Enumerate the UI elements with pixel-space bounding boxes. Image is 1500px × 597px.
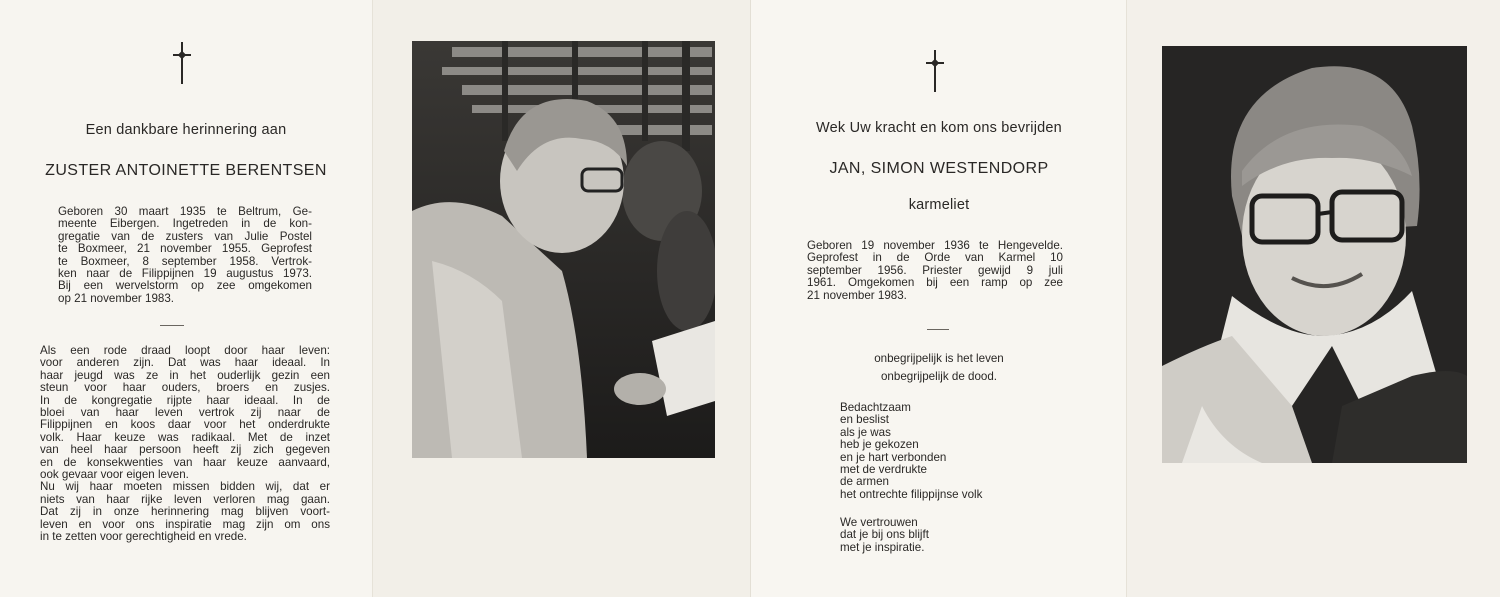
religious-order-label: karmeliet <box>908 197 970 213</box>
bio-line: Bij een wervelstorm op zee omgekomen <box>58 279 312 293</box>
tribute-line: steun voor haar ouders, broers en zusjes. <box>40 381 330 395</box>
deceased-name: JAN, SIMON WESTENDORP <box>829 160 1049 177</box>
closing-line: met je inspiratie. <box>840 540 925 554</box>
poem-line: en je hart verbonden <box>840 450 947 464</box>
deceased-name: ZUSTER ANTOINETTE BERENTSEN <box>45 162 327 179</box>
bio-line: te Boxmeer, 21 november 1955. Geprofest <box>58 242 312 256</box>
poem-line: het ontrechte filippijnse volk <box>840 487 983 501</box>
refrain <box>751 350 1127 386</box>
tribute-line: Filippijnen en koos daar voor het onderdrukte <box>40 418 330 432</box>
bio-line: Geboren 30 maart 1935 te Beltrum, Ge- <box>58 205 312 218</box>
biography <box>807 240 1063 302</box>
tribute-line: en de konsekwenties van haar keuze aanvaard, <box>40 455 330 469</box>
tribute-line: ook gevaar voor eigen leven. <box>40 468 189 482</box>
bio-line: op 21 november 1983. <box>58 291 175 305</box>
poem <box>840 402 982 501</box>
portrait-photo-antoinette <box>412 41 715 458</box>
bio-line: te Boxmeer, 8 september 1958. Vertrok- <box>58 254 312 268</box>
tribute-line: Dat zij in onze herinnering mag blijven voort- <box>40 505 330 519</box>
refrain-line: onbegrijpelijk de dood. <box>880 370 998 383</box>
tribute-text <box>40 345 330 544</box>
bio-line: meente Eibergen. Ingetreden in de kon- <box>58 217 312 231</box>
bio-line: september 1956. Priester gewijd 9 juli <box>807 263 1063 277</box>
cross-icon <box>172 42 192 84</box>
poem-line: als je was <box>840 425 891 439</box>
biography <box>58 206 312 305</box>
bio-line: Geprofest in de Orde van Karmel 10 <box>807 251 1063 265</box>
poem-line: en beslist <box>840 413 889 427</box>
tribute-line: leven en voor ons inspiratie mag zijn om ons <box>40 517 330 531</box>
card-westendorp-photo-panel <box>1126 0 1500 597</box>
bio-line: Geboren 19 november 1936 te Hengevelde. <box>807 239 1063 252</box>
divider <box>160 325 184 326</box>
tribute-line: In de kongregatie rijpte haar ideaal. In de <box>40 393 330 407</box>
closing-line: We vertrouwen <box>840 516 918 529</box>
tribute-line: Nu wij haar moeten missen bidden wij, dat er <box>40 480 330 494</box>
tribute-line: niets van haar rijke leven verloren mag gaan. <box>40 492 330 506</box>
tribute-line: van heel haar persoon heeft zij zich gegeven <box>40 443 330 457</box>
divider <box>927 329 949 330</box>
poem-line: Bedachtzaam <box>840 401 911 414</box>
closing-verse <box>840 517 929 554</box>
tribute-line: volk. Haar keuze was radikaal. Met de inzet <box>40 430 330 444</box>
tribute-line: haar jeugd was ze in het ouderlijk gezin een <box>40 368 330 382</box>
motto-text: Wek Uw kracht en kom ons bevrijden <box>816 120 1062 136</box>
bio-line: 21 november 1983. <box>807 288 907 302</box>
intro-text: Een dankbare herinnering aan <box>85 122 287 138</box>
bio-line: ken naar de Filippijnen 19 augustus 1973. <box>58 267 312 281</box>
tribute-line: bloei van haar leven vertrok zij naar de <box>40 406 330 420</box>
portrait-photo-westendorp <box>1162 46 1467 463</box>
tribute-line: in te zetten voor gerechtigheid en vrede. <box>40 530 247 544</box>
card-antoinette-photo-panel <box>372 0 750 597</box>
card-westendorp-text-panel <box>750 0 1126 597</box>
poem-line: de armen <box>840 475 889 489</box>
tribute-line: voor anderen zijn. Dat was haar ideaal. In <box>40 356 330 370</box>
poem-line: met de verdrukte <box>840 463 927 477</box>
card-antoinette-text-panel <box>0 0 372 597</box>
bio-line: gregatie van de zusters van Julie Postel <box>58 229 312 243</box>
tribute-line: Als een rode draad loopt door haar leven: <box>40 344 330 357</box>
bio-line: 1961. Omgekomen bij een ramp op zee <box>807 276 1063 290</box>
refrain-line: onbegrijpelijk is het leven <box>874 352 1004 365</box>
poem-line: heb je gekozen <box>840 438 919 452</box>
cross-icon <box>925 50 945 92</box>
closing-line: dat je bij ons blijft <box>840 528 929 542</box>
